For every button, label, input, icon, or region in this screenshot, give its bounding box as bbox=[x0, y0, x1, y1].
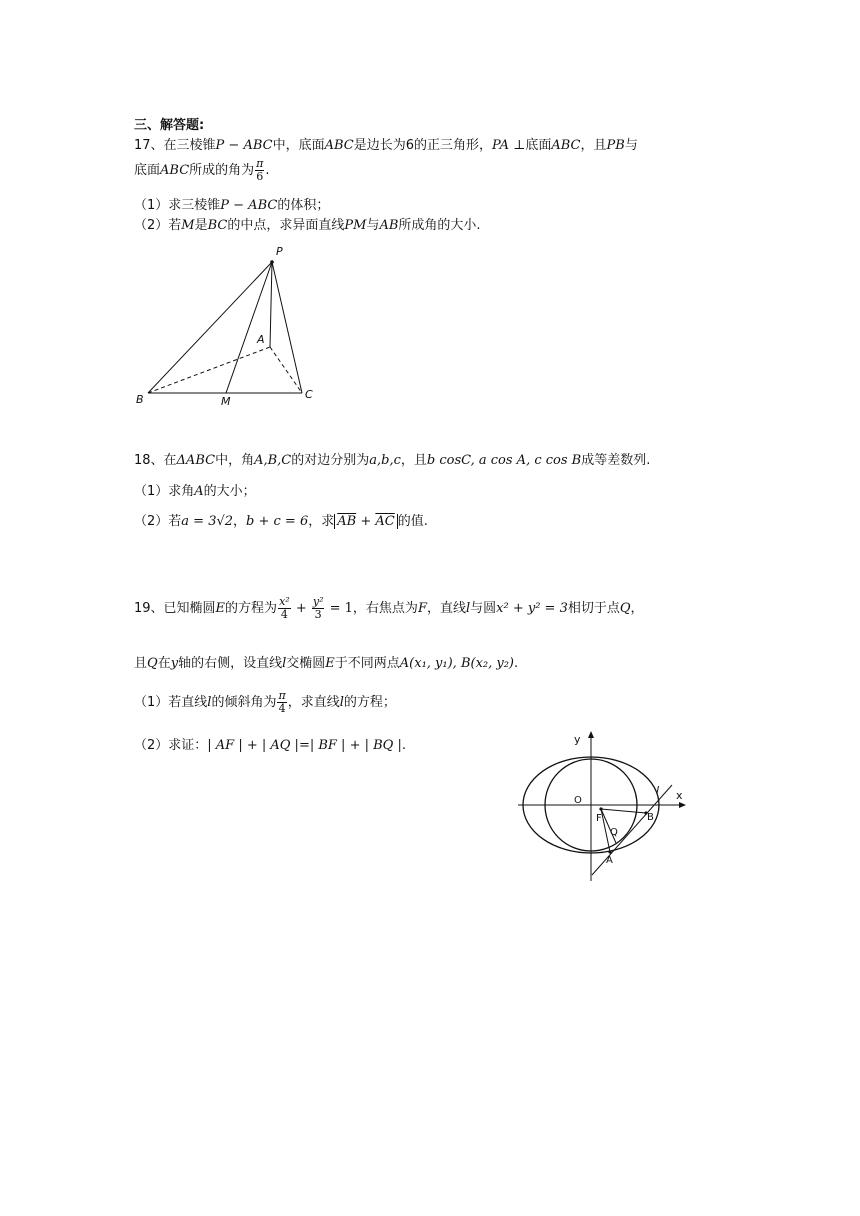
point-F bbox=[599, 807, 602, 810]
x-axis-arrow bbox=[679, 802, 686, 808]
label-O: O bbox=[574, 795, 582, 806]
label-x: x bbox=[676, 789, 683, 802]
point-A bbox=[608, 850, 611, 853]
ellipse-figure bbox=[510, 725, 700, 885]
problem-17-question-1: （1）求三棱锥P − ABC的体积； bbox=[134, 198, 330, 213]
label-Q: Q bbox=[610, 827, 618, 838]
label-M: M bbox=[221, 395, 231, 408]
label-B: B bbox=[647, 812, 654, 823]
pyramid-figure bbox=[130, 240, 330, 410]
label-A: A bbox=[257, 333, 265, 346]
fraction-x2-over-4: $\frac{\text{x²}}{4}$ bbox=[279, 595, 290, 621]
problem-17-line-2: 底面ABC所成的角为 $\frac{\pi}{6}$ . bbox=[134, 157, 270, 183]
line-l bbox=[592, 785, 672, 875]
problem-17-line-1: 17、在三棱锥P − ABC中，底面ABC是边长为6的正三角形，PA ⊥底面ABC，且PB与 bbox=[134, 138, 638, 153]
fraction-pi-over-6: $\frac{\pi}{6}$ bbox=[256, 157, 264, 183]
vector-sum-magnitude: $\overline{AB} + \overline{AC}$ bbox=[334, 514, 397, 529]
edge-BA-hidden bbox=[148, 347, 270, 393]
edge-PA bbox=[270, 262, 272, 347]
fraction-y2-over-3: $\frac{\text{y²}}{3}$ bbox=[312, 595, 324, 621]
label-F: F bbox=[596, 813, 602, 824]
label-A: A bbox=[606, 855, 613, 866]
label-y: y bbox=[574, 733, 581, 746]
edge-PB bbox=[148, 262, 272, 393]
fraction-pi-over-4: $\frac{\pi}{4}$ bbox=[278, 689, 286, 715]
label-P: P bbox=[276, 245, 283, 258]
problem-18-line-1: 18、在ΔABC中，角A,B,C的对边分别为a,b,c，且b cosC, a cos A, c cos B成等差数列. bbox=[134, 453, 651, 468]
problem-18-question-1: （1）求角A的大小； bbox=[134, 484, 256, 499]
segment-FB bbox=[601, 809, 646, 813]
label-C: C bbox=[305, 388, 313, 401]
problem-18-question-2: （2）若a = 3√2，b + c = 6，求 $\overline{AB} + \overline{AC}$ 的值. bbox=[134, 514, 428, 529]
problem-19-line-1: 19、已知椭圆E的方程为 $\frac{\text{x²}}{4}$ + $\frac{\text{y²}}{3}$ = 1，右焦点为F，直线l与圆x² + y² = 3相切于点Q， bbox=[134, 595, 644, 621]
edge-PM bbox=[226, 262, 272, 393]
segment-FA bbox=[601, 809, 610, 852]
problem-19-question-2: （2）求证：| AF | + | AQ |=| BF | + | BQ |. bbox=[134, 738, 406, 753]
problem-19-line-2: 且Q在y轴的右侧，设直线l交椭圆E于不同两点A(x₁, y₁), B(x₂, y₂). bbox=[134, 656, 519, 671]
label-B: B bbox=[136, 393, 144, 406]
section-heading: 三、解答题: bbox=[134, 118, 205, 133]
problem-19-question-1: （1）若直线l的倾斜角为 $\frac{\pi}{4}$ ，求直线l的方程； bbox=[134, 689, 396, 715]
problem-17-question-2: （2）若M是BC的中点，求异面直线PM与AB所成角的大小. bbox=[134, 218, 481, 233]
point-P bbox=[270, 260, 274, 264]
label-l: l bbox=[656, 784, 660, 797]
edge-PC bbox=[272, 262, 302, 393]
y-axis-arrow bbox=[588, 731, 594, 738]
